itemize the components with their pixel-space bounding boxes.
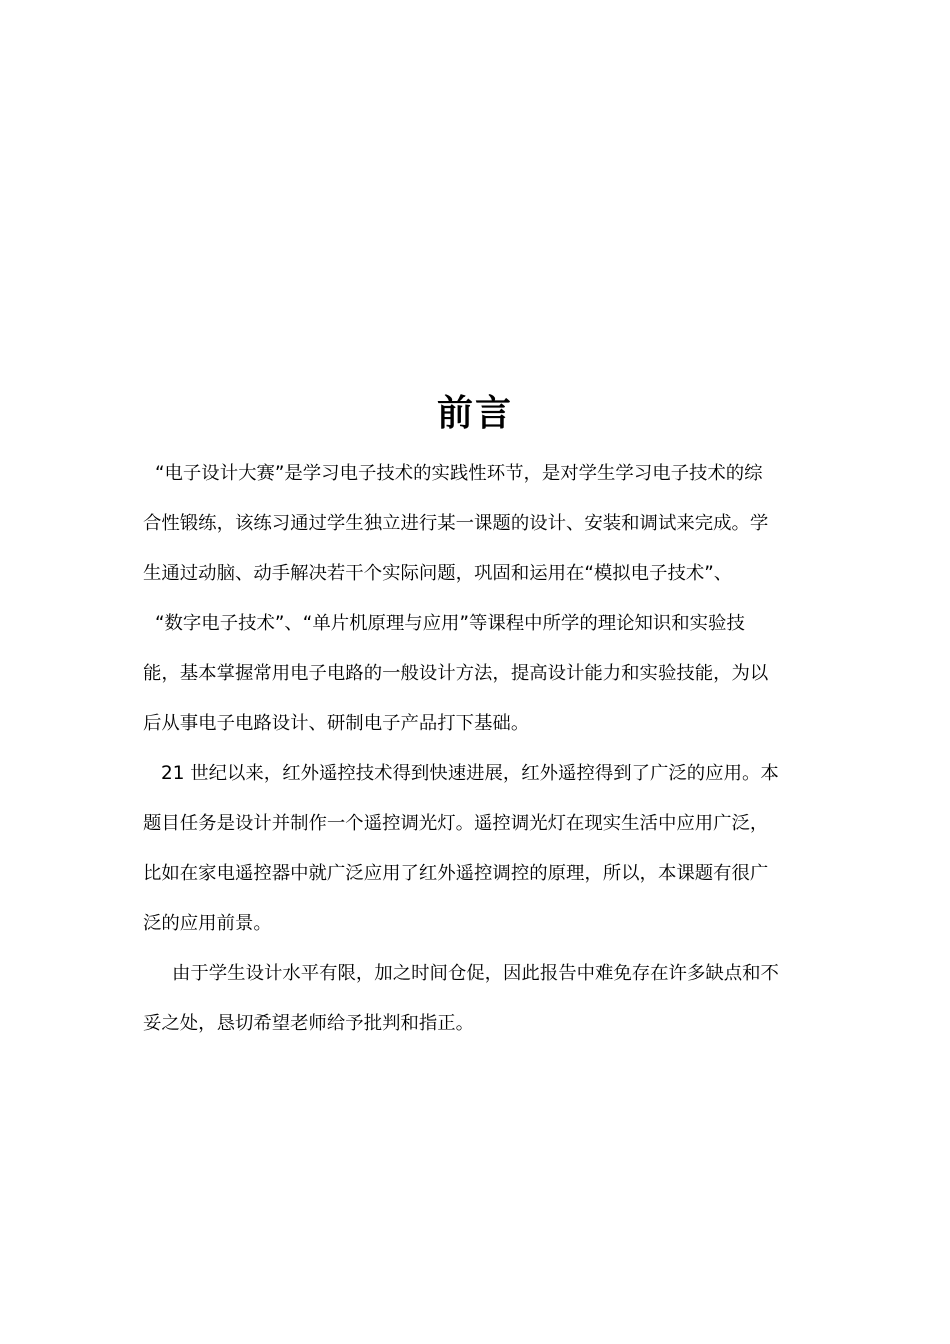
paragraph-2-line-4: 泛的应用前景。 bbox=[143, 913, 272, 934]
paragraph-1-line-4: “数字电子技术”、“单片机原理与应用”等课程中所学的理论知识和实验技 bbox=[155, 613, 745, 634]
paragraph-1-line-3: 生通过动脑、动手解决若干个实际问题，巩固和运用在“模拟电子技术”、 bbox=[143, 563, 733, 584]
paragraph-1-line-2: 合性锻练，该练习通过学生独立进行某一课题的设计、安装和调试来完成。学 bbox=[143, 513, 769, 534]
paragraph-3-line-1: 由于学生设计水平有限，加之时间仓促，因此报告中难免存在许多缺点和不 bbox=[172, 963, 779, 984]
paragraph-1-line-5: 能，基本掌握常用电子电路的一般设计方法，提高设计能力和实验技能，为以 bbox=[143, 663, 769, 684]
paragraph-3-line-2: 妥之处，恳切希望老师给予批判和指正。 bbox=[143, 1013, 475, 1034]
paragraph-2-line-3: 比如在家电遥控器中就广泛应用了红外遥控调控的原理，所以，本课题有很广 bbox=[143, 863, 769, 884]
paragraph-1-line-6: 后从事电子电路设计、研制电子产品打下基础。 bbox=[143, 713, 530, 734]
paragraph-2-line-2: 题目任务是设计并制作一个遥控调光灯。遥控调光灯在现实生活中应用广泛， bbox=[143, 813, 769, 834]
paragraph-1-line-1: “电子设计大赛”是学习电子技术的实践性环节，是对学生学习电子技术的综 bbox=[155, 463, 763, 484]
paragraph-2-line-1: 21 世纪以来，红外遥控技术得到快速进展，红外遥控得到了广泛的应用。本 bbox=[161, 763, 779, 784]
body-text bbox=[143, 449, 807, 1049]
page-title: 前言 bbox=[436, 393, 513, 434]
